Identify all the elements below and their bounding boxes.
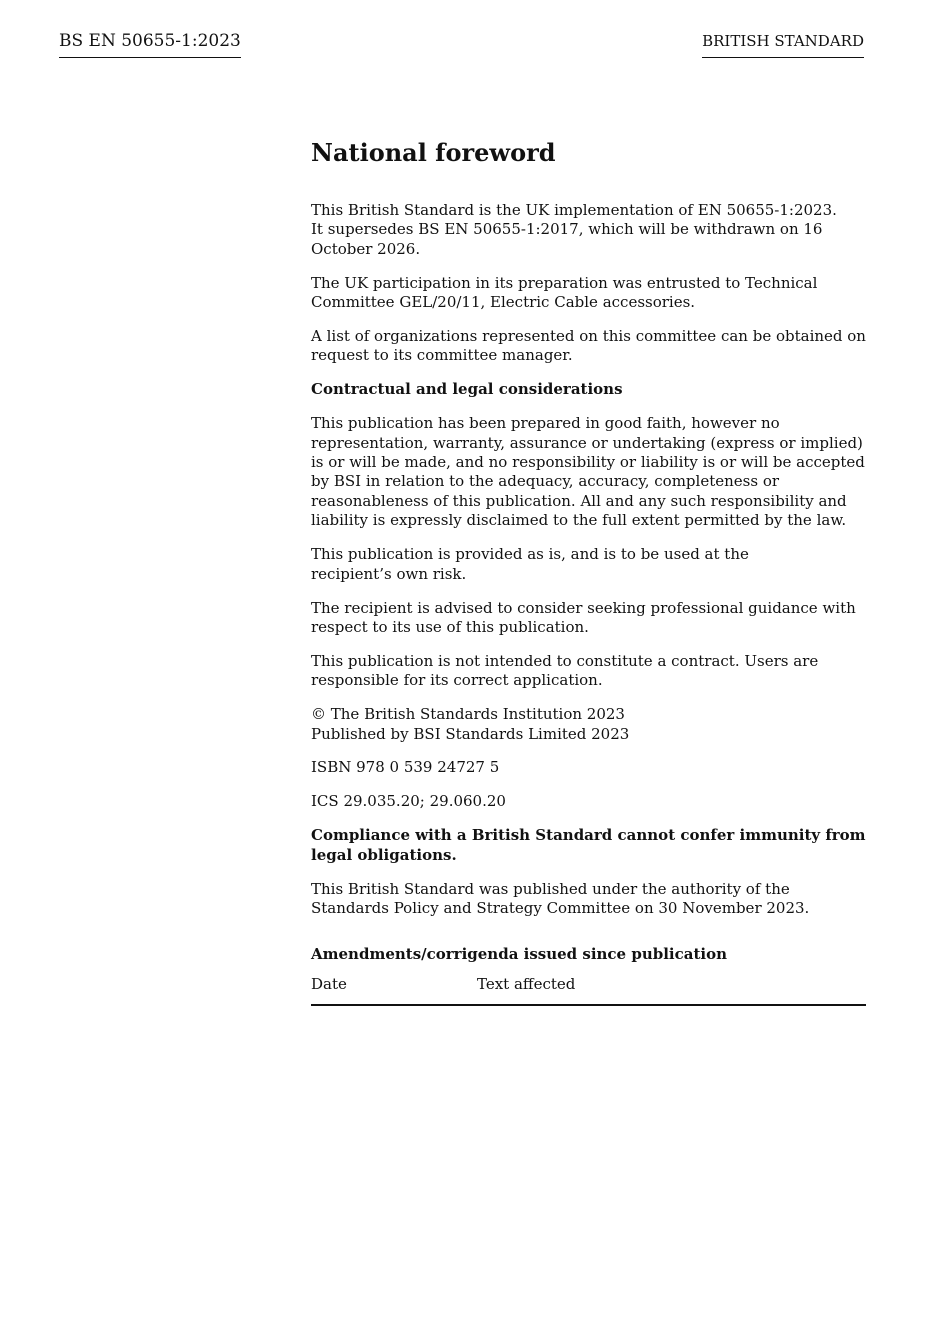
paragraph-line: This publication is provided as is, and is to be used at the	[311, 545, 749, 564]
paragraph-line: © The British Standards Institution 2023	[311, 705, 625, 724]
bold-heading-paragraph: Compliance with a British Standard cannot confer immunity from legal obligations.	[311, 826, 866, 864]
body-paragraph: A list of organizations represented on this committee can be obtained on request to its committee manager.	[311, 327, 866, 365]
bold-heading-paragraph: Contractual and legal considerations	[311, 380, 623, 399]
paragraph-line: This British Standard is the UK implementation of EN 50655-1:2023.	[311, 201, 837, 219]
amendments-date-header: Date	[311, 974, 347, 993]
body-paragraph	[311, 705, 866, 744]
body-paragraph: This publication has been prepared in good faith, however no representation, warranty, assurance or undertaking (express or implied) is or will be made, and no responsibility or liability is or will be accepted by BSI in relation to the adequacy, accuracy, completeness or reasonableness of this publication. All and any such responsibility and liability is expressly disclaimed to the full extent permitted by the law.	[311, 414, 865, 530]
paragraph-line: It supersedes BS EN 50655-1:2017, which will be withdrawn on 16	[311, 220, 823, 239]
body-paragraph	[311, 545, 866, 584]
header-document-id: BS EN 50655-1:2023	[59, 30, 241, 58]
page-title: National foreword	[311, 138, 556, 167]
amendments-text-header: Text affected	[477, 974, 576, 993]
amendments-title: Amendments/corrigenda issued since publication	[311, 945, 727, 964]
body-paragraph: This publication is not intended to constitute a contract. Users are responsible for its correct application.	[311, 651, 819, 690]
paragraph-line: October 2026.	[311, 239, 421, 258]
foreword-paragraphs	[311, 201, 866, 918]
body-paragraph: ICS 29.035.20; 29.060.20	[311, 792, 506, 811]
body-paragraph: The recipient is advised to consider seeking professional guidance with respect to its use of this publication.	[311, 598, 856, 636]
body-paragraph: This British Standard was published under the authority of the Standards Policy and Strategy Committee on 30 November 2023.	[311, 879, 810, 917]
foreword-content	[311, 138, 866, 1006]
paragraph-line: recipient’s own risk.	[311, 564, 467, 583]
header-standard-label: BRITISH STANDARD	[702, 31, 864, 58]
body-paragraph	[311, 201, 866, 259]
body-paragraph: The UK participation in its preparation was entrusted to Technical Committee GEL/20/11, Electric Cable accessories.	[311, 273, 818, 312]
paragraph-line: Published by BSI Standards Limited 2023	[311, 724, 630, 743]
amendments-table	[311, 975, 866, 1006]
body-paragraph: ISBN 978 0 539 24727 5	[311, 758, 500, 777]
